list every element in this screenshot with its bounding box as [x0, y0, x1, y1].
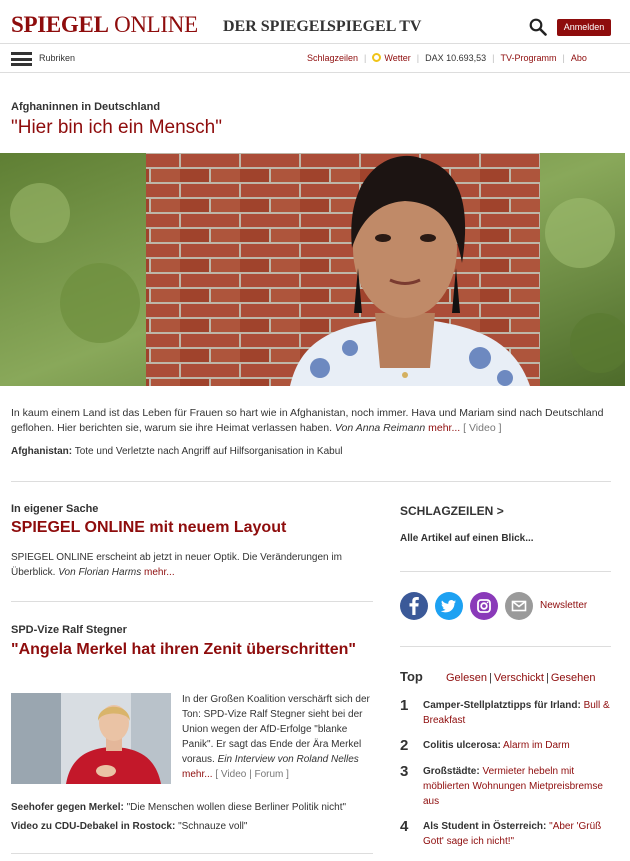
- sun-icon: [372, 53, 381, 62]
- tab-separator: |: [545, 672, 549, 684]
- instagram-icon[interactable]: [470, 592, 498, 620]
- article3-related-2[interactable]: [11, 821, 247, 832]
- hero-text-body: In kaum einem Land ist das Leben für Frauen so hart wie in Afghanistan, noch immer. Hava und Mariam sind nach Deutschland geflohen. Hier berichten sie, warum sie ihre Heimat verlassen haben.: [11, 407, 604, 434]
- divider: [400, 646, 611, 647]
- divider: [11, 853, 373, 854]
- newsletter-link[interactable]: Newsletter: [540, 600, 588, 611]
- article2-byline: Von Florian Harms: [58, 567, 142, 578]
- article3-related-1[interactable]: [11, 802, 346, 813]
- hero-more-link[interactable]: mehr...: [428, 422, 461, 434]
- search-icon[interactable]: [529, 18, 547, 36]
- tab-verschickt[interactable]: Verschickt: [493, 672, 544, 684]
- login-button[interactable]: Anmelden: [557, 19, 611, 36]
- article3-video-forum-links[interactable]: [ Video | Forum ]: [215, 769, 289, 780]
- nav-tv-programm[interactable]: TV-Programm: [500, 53, 557, 63]
- article3-teaser-text: [182, 692, 372, 782]
- related1-bold: Seehofer gegen Merkel:: [11, 802, 124, 813]
- facebook-icon[interactable]: [400, 592, 428, 620]
- nav-wetter[interactable]: Wetter: [384, 53, 411, 63]
- hero-related-text: Tote und Verletzte nach Angriff auf Hilfsorganisation in Kabul: [74, 446, 343, 457]
- top-item-bold: Großstädte:: [423, 766, 480, 777]
- mail-icon[interactable]: [505, 592, 533, 620]
- hero-video-link[interactable]: [ Video ]: [463, 422, 502, 434]
- der-spiegel-link[interactable]: DER SPIEGEL: [223, 18, 331, 35]
- article3-kicker[interactable]: SPD-Vize Ralf Stegner: [11, 624, 127, 636]
- nav-schlagzeilen[interactable]: Schlagzeilen: [307, 53, 359, 63]
- schlagzeilen-heading[interactable]: [400, 504, 504, 518]
- tab-separator: |: [488, 672, 492, 684]
- logo-online: ONLINE: [114, 12, 198, 37]
- article3-byline: Ein Interview von Roland Nelles: [217, 754, 359, 765]
- top-item-text: "Aber 'Grüß Gott' sage ich nicht!": [423, 821, 602, 847]
- tab-gesehen[interactable]: Gesehen: [550, 672, 596, 684]
- top-item-text: Alarm im Darm: [503, 740, 570, 751]
- article2-kicker[interactable]: In eigener Sache: [11, 503, 99, 515]
- top-item-text: Vermieter hebeln mit möblierten Wohnungen Mietpreisbremse aus: [423, 766, 603, 807]
- schlagzeilen-all-link[interactable]: Alle Artikel auf einen Blick...: [400, 533, 534, 544]
- hero-headline[interactable]: "Hier bin ich ein Mensch": [11, 117, 222, 138]
- hero-teaser-text: [11, 406, 616, 436]
- spiegel-online-logo[interactable]: [11, 12, 198, 38]
- logo-spiegel: SPIEGEL: [11, 12, 109, 37]
- article2-teaser-text: [11, 550, 371, 580]
- top-item-number: 1: [400, 697, 409, 714]
- hero-related-bold: Afghanistan:: [11, 446, 73, 457]
- chevron-right-icon: >: [496, 504, 504, 518]
- article3-more-link[interactable]: mehr...: [182, 769, 213, 780]
- article3-headline[interactable]: "Angela Merkel hat ihren Zenit überschritten": [11, 641, 357, 658]
- top-item-bold: Colitis ulcerosa:: [423, 740, 501, 751]
- top-item-number: 4: [400, 818, 409, 835]
- twitter-icon[interactable]: [435, 592, 463, 620]
- top-item-text: Bull & Breakfast: [423, 700, 610, 726]
- article2-text-body: SPIEGEL ONLINE erscheint ab jetzt in neuer Optik. Die Veränderungen im Überblick.: [11, 552, 342, 578]
- hero-image[interactable]: [0, 153, 625, 386]
- site-header: [0, 0, 630, 44]
- divider: [11, 481, 611, 482]
- nav-dax[interactable]: DAX 10.693,53: [425, 53, 487, 63]
- divider: [11, 601, 373, 602]
- top-tabs: [446, 672, 596, 684]
- article2-more-link[interactable]: mehr...: [144, 567, 175, 578]
- top-heading: Top: [400, 669, 423, 684]
- nav-abo[interactable]: Abo: [570, 53, 587, 63]
- nav-links: Schlagzeilen | Wetter | DAX 10.693,53 | TV-Programm | Abo: [307, 53, 587, 63]
- top-item-number: 3: [400, 763, 409, 780]
- menu-icon[interactable]: [11, 52, 32, 66]
- spiegel-tv-link[interactable]: SPIEGEL TV: [327, 18, 422, 35]
- top-item-bold: Als Student in Österreich:: [423, 821, 547, 832]
- rubriken-link[interactable]: Rubriken: [39, 53, 76, 63]
- article2-headline[interactable]: SPIEGEL ONLINE mit neuem Layout: [11, 519, 287, 536]
- divider: [400, 571, 611, 572]
- article3-text-body: In der Großen Koalition verschärft sich der Ton: SPD-Vize Ralf Stegner sieht bei der Union wegen der AfD-Erfolge "blanke Panik". Er sagt das Ende der Ära Merkel voraus.: [182, 694, 370, 765]
- tab-gelesen[interactable]: Gelesen: [446, 672, 487, 684]
- nav-bar: [0, 44, 630, 73]
- hero-kicker[interactable]: Afghaninnen in Deutschland: [11, 101, 161, 113]
- related2-text: "Schnauze voll": [178, 821, 248, 832]
- hero-byline: Von Anna Reimann: [334, 422, 426, 434]
- top-item-bold: Camper-Stellplatztipps für Irland:: [423, 700, 581, 711]
- top-item-number: 2: [400, 737, 409, 754]
- related1-text: "Die Menschen wollen diese Berliner Politik nicht": [126, 802, 347, 813]
- schlagzeilen-title: SCHLAGZEILEN: [400, 504, 494, 518]
- related2-bold: Video zu CDU-Debakel in Rostock:: [11, 821, 176, 832]
- hero-related-link[interactable]: [11, 446, 342, 457]
- article3-image[interactable]: [11, 693, 171, 784]
